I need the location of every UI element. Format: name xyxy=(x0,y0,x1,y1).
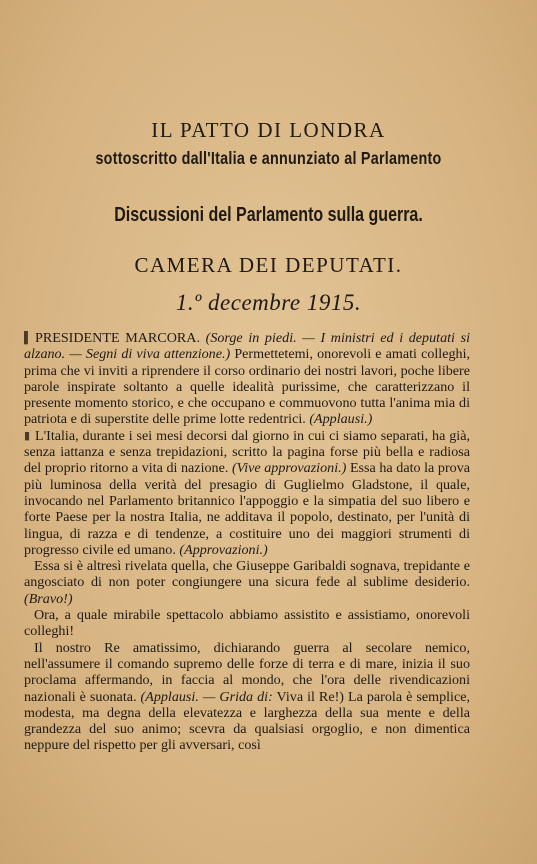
paragraph-text: L'Italia, durante i sei mesi decorsi dal giorno in cui ci siamo separati, ha già, senza iattanza e senza trepidazioni, scritto la pagina forse più bella e radiosa del proprio ritorno a vita di nazione. xyxy=(24,427,470,477)
paragraph-text: Essa ha dato la prova più luminosa della verità del presagio di Guglielmo Gladstone, il quale, invocando nel Parlamento britannico l'appoggio e la simpatia del suo libero e forte Paese per la nostra Italia, ne additava il popolo, destinato, per l'unità di lingua, di razza e di tendenze, a costituire uno dei maggiori strumenti di progresso civile ed umano. xyxy=(24,460,470,558)
paragraph-text: Essa si è altresì rivelata quella, che Giuseppe Garibaldi sognava, trepidante e angosciato di non poter congiungere una sicura fede al sublime desiderio. xyxy=(24,558,470,591)
paragraph-2 xyxy=(24,428,470,558)
stage-direction: (Approvazioni.) xyxy=(179,541,268,558)
paragraph-4 xyxy=(24,607,470,640)
paragraph-mark-icon: ▮ xyxy=(24,429,31,442)
paragraph-text: Permettetemi, onorevoli e amati colleghi, prima che vi inviti a riprendere il corso ordinario dei nostri lavori, poche libere parole inspirate soltanto a quelle idealità purissime, che caratterizzano il presente momento storico, e che occupano e commuovono tutta l'anima mia di patriota e di superstite delle prime lotte redentrici. xyxy=(24,346,471,428)
stage-direction: (Vive approvazioni.) xyxy=(231,460,347,477)
paragraph-text: Viva il Re!) La parola è semplice, modesta, ma degna della elevatezza e larghezza della sua mente e della grandezza del suo animo; scevra da qualsiasi orgoglio, e non dimentica neppure del rispetto per gli avversari, così xyxy=(24,688,470,754)
stage-direction: (Sorge in piedi. — I ministri ed i deputati si alzano. — Segni di viva attenzione.) xyxy=(24,330,470,363)
section-heading: Discussioni del Parlamento sulla guerra. xyxy=(114,204,423,226)
paragraph-text: Il nostro Re amatissimo, dichiarando guerra al secolare nemico, nell'assumere il comando supremo delle forze di terra e di mare, inizia il suo proclama affermando, in faccia al mondo, che l'ora delle rivendicazioni nazionali è suonata. xyxy=(24,639,470,705)
document-title: IL PATTO DI LONDRA xyxy=(151,118,386,142)
paragraph-1 xyxy=(24,330,470,428)
paragraph-text: Ora, a quale mirabile spettacolo abbiamo assistito e assistiamo, onorevoli colleghi! xyxy=(24,607,470,640)
stage-direction: (Applausi.) xyxy=(309,411,373,428)
stage-direction: (Applausi. — Grida di: xyxy=(140,688,273,705)
stage-direction: (Bravo!) xyxy=(24,590,73,607)
paragraph-3 xyxy=(24,558,470,607)
chamber-heading: CAMERA DEI DEPUTATI. xyxy=(134,253,403,277)
document-subtitle: sottoscritto dall'Italia e annunziato al Parlamento xyxy=(95,148,442,168)
speaker-name: PRESIDENTE MARCORA. xyxy=(35,330,200,346)
paragraph-5 xyxy=(24,640,470,754)
body-text xyxy=(24,330,470,754)
date-heading: 1.º decembre 1915. xyxy=(175,290,362,315)
paragraph-mark-icon: ▌ xyxy=(24,332,32,344)
